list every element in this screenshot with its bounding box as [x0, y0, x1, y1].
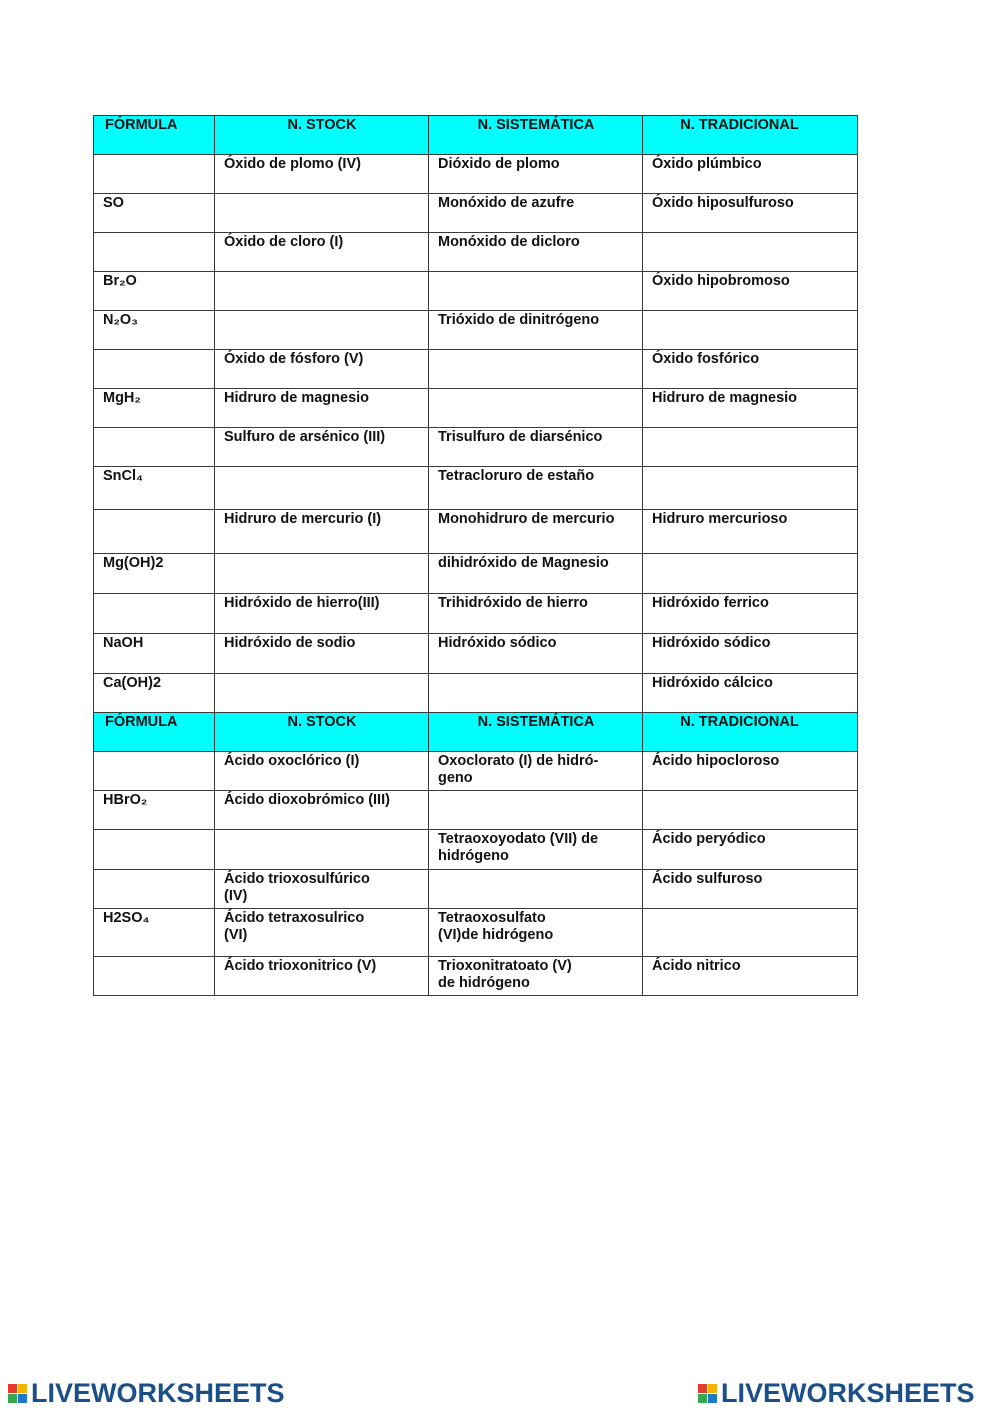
table-row [94, 674, 858, 713]
cell-formula [94, 233, 215, 272]
cell-formula: SnCl₄ [94, 467, 215, 510]
cell-sistematica [429, 870, 643, 909]
cell-tradicional [643, 554, 858, 594]
cell-tradicional: Óxido hiposulfuroso [643, 194, 858, 233]
cell-formula [94, 155, 215, 194]
header-cell-stock: N. STOCK [215, 713, 429, 752]
cell-formula: Mg(OH)2 [94, 554, 215, 594]
nomenclature-table [93, 115, 858, 996]
cell-tradicional: Ácido nitrico [643, 957, 858, 996]
table-row [94, 233, 858, 272]
cell-tradicional [643, 909, 858, 957]
header-cell-stock: N. STOCK [215, 116, 429, 155]
cell-formula: H2SO₄ [94, 909, 215, 957]
cell-stock: Óxido de fósforo (V) [215, 350, 429, 389]
table-header-row [94, 116, 858, 155]
table-row [94, 467, 858, 510]
cell-tradicional: Hidróxido cálcico [643, 674, 858, 713]
cell-stock: Hidróxido de hierro(III) [215, 594, 429, 634]
cell-tradicional [643, 428, 858, 467]
cell-tradicional [643, 311, 858, 350]
cell-stock [215, 194, 429, 233]
cell-sistematica [429, 389, 643, 428]
cell-stock: Ácido oxoclórico (I) [215, 752, 429, 791]
cell-formula [94, 350, 215, 389]
cell-formula: Ca(OH)2 [94, 674, 215, 713]
cell-stock: Hidruro de mercurio (I) [215, 510, 429, 554]
cell-tradicional: Hidróxido ferrico [643, 594, 858, 634]
cell-formula [94, 594, 215, 634]
cell-sistematica [429, 791, 643, 830]
cell-stock: Óxido de plomo (IV) [215, 155, 429, 194]
cell-formula: NaOH [94, 634, 215, 674]
cell-stock [215, 311, 429, 350]
cell-sistematica [429, 350, 643, 389]
table-row [94, 634, 858, 674]
cell-tradicional: Hidróxido sódico [643, 634, 858, 674]
footer-logo-right-text: LIVEWORKSHEETS [721, 1378, 975, 1408]
footer-logo-left-text: LIVEWORKSHEETS [31, 1378, 285, 1408]
cell-formula [94, 870, 215, 909]
cell-sistematica [429, 272, 643, 311]
table-row [94, 350, 858, 389]
table-row [94, 752, 858, 791]
liveworksheets-logo-icon [698, 1384, 717, 1403]
cell-sistematica: Tetraoxosulfato (VI)de hidrógeno [429, 909, 643, 957]
cell-formula: N₂O₃ [94, 311, 215, 350]
cell-formula [94, 428, 215, 467]
table-row [94, 155, 858, 194]
cell-sistematica: Trisulfuro de diarsénico [429, 428, 643, 467]
cell-stock [215, 272, 429, 311]
table-header-row [94, 713, 858, 752]
cell-formula: MgH₂ [94, 389, 215, 428]
cell-formula: HBrO₂ [94, 791, 215, 830]
cell-tradicional: Ácido sulfuroso [643, 870, 858, 909]
table-row [94, 428, 858, 467]
cell-tradicional: Óxido fosfórico [643, 350, 858, 389]
cell-tradicional: Hidruro mercurioso [643, 510, 858, 554]
table-row [94, 194, 858, 233]
liveworksheets-logo-icon [8, 1384, 27, 1403]
footer-logo-left [8, 1378, 285, 1409]
cell-stock: Ácido dioxobrómico (III) [215, 791, 429, 830]
cell-formula [94, 830, 215, 870]
cell-stock [215, 830, 429, 870]
cell-tradicional [643, 791, 858, 830]
cell-sistematica: Monohidruro de mercurio [429, 510, 643, 554]
cell-formula: SO [94, 194, 215, 233]
cell-formula [94, 510, 215, 554]
cell-sistematica [429, 674, 643, 713]
cell-formula [94, 752, 215, 791]
cell-sistematica: Monóxido de azufre [429, 194, 643, 233]
table-row [94, 311, 858, 350]
cell-stock [215, 467, 429, 510]
footer-logo-right [698, 1378, 975, 1409]
cell-tradicional: Ácido hipocloroso [643, 752, 858, 791]
cell-stock: Óxido de cloro (I) [215, 233, 429, 272]
cell-stock [215, 674, 429, 713]
table-row [94, 791, 858, 830]
table-row [94, 957, 858, 996]
cell-stock [215, 554, 429, 594]
cell-tradicional: Ácido peryódico [643, 830, 858, 870]
cell-sistematica: Monóxido de dicloro [429, 233, 643, 272]
cell-formula: Br₂O [94, 272, 215, 311]
cell-stock: Ácido tetraxosulrico (VI) [215, 909, 429, 957]
header-cell-sistematica: N. SISTEMÁTICA [429, 116, 643, 155]
table-row [94, 510, 858, 554]
cell-stock: Hidruro de magnesio [215, 389, 429, 428]
cell-stock: Ácido trioxonitrico (V) [215, 957, 429, 996]
header-cell-tradicional: N. TRADICIONAL [643, 116, 858, 155]
header-cell-formula: FÓRMULA [94, 713, 215, 752]
header-cell-sistematica: N. SISTEMÁTICA [429, 713, 643, 752]
cell-tradicional: Óxido hipobromoso [643, 272, 858, 311]
table-row [94, 554, 858, 594]
cell-sistematica: Tetracloruro de estaño [429, 467, 643, 510]
table-row [94, 830, 858, 870]
cell-sistematica: Tetraoxoyodato (VII) de hidrógeno [429, 830, 643, 870]
table-row [94, 272, 858, 311]
table-row [94, 870, 858, 909]
cell-tradicional [643, 467, 858, 510]
cell-sistematica: Oxoclorato (I) de hidró- geno [429, 752, 643, 791]
cell-formula [94, 957, 215, 996]
cell-tradicional [643, 233, 858, 272]
cell-sistematica: Trioxonitratoato (V) de hidrógeno [429, 957, 643, 996]
header-cell-tradicional: N. TRADICIONAL [643, 713, 858, 752]
header-cell-formula: FÓRMULA [94, 116, 215, 155]
cell-stock: Ácido trioxosulfúrico (IV) [215, 870, 429, 909]
cell-sistematica: Hidróxido sódico [429, 634, 643, 674]
cell-sistematica: dihidróxido de Magnesio [429, 554, 643, 594]
cell-stock: Sulfuro de arsénico (III) [215, 428, 429, 467]
cell-sistematica: Trihidróxido de hierro [429, 594, 643, 634]
table-row [94, 594, 858, 634]
table-row [94, 909, 858, 957]
cell-stock: Hidróxido de sodio [215, 634, 429, 674]
cell-sistematica: Trióxido de dinitrógeno [429, 311, 643, 350]
cell-sistematica: Dióxido de plomo [429, 155, 643, 194]
table-row [94, 389, 858, 428]
cell-tradicional: Óxido plúmbico [643, 155, 858, 194]
cell-tradicional: Hidruro de magnesio [643, 389, 858, 428]
